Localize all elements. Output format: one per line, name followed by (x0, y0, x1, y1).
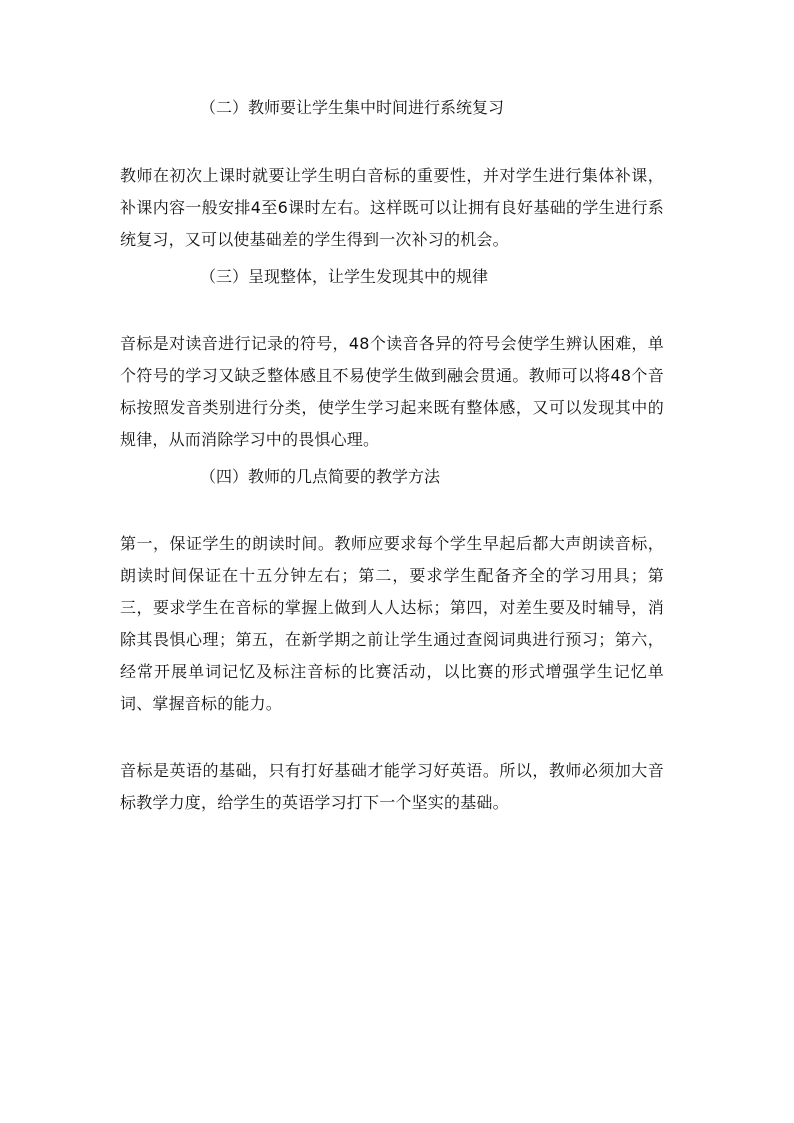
section-paragraph-2: 教师在初次上课时就要让学生明白音标的重要性，并对学生进行集体补课，补课内容一般安排4至6课时左右。这样既可以让拥有良好基础的学生进行系统复习，又可以使基础差的学生得到一次补习的机会。 (120, 166, 664, 249)
section-heading-3: （三）呈现整体，让学生发现其中的规律 (200, 267, 489, 286)
section-heading-4: （四）教师的几点简要的教学方法 (200, 467, 441, 486)
section-heading-2: （二）教师要让学生集中时间进行系统复习 (200, 98, 505, 117)
conclusion-paragraph: 音标是英语的基础，只有打好基础才能学习好英语。所以，教师必须加大音标教学力度，给学生的英语学习打下一个坚实的基础。 (120, 761, 664, 812)
section-paragraph-3: 音标是对读音进行记录的符号，48个读音各异的符号会使学生辨认困难，单个符号的学习又缺乏整体感且不易使学生做到融会贯通。教师可以将48个音标按照发音类别进行分类，使学生学习起来既有整体感，又可以发现其中的规律，从而消除学习中的畏惧心理。 (120, 334, 664, 449)
section-paragraph-4: 第一，保证学生的朗读时间。教师应要求每个学生早起后都大声朗读音标，朗读时间保证在十五分钟左右；第二，要求学生配备齐全的学习用具；第三，要求学生在音标的掌握上做到人人达标；第四，对差生要及时辅导，消除其畏惧心理；第五，在新学期之前让学生通过查阅词典进行预习；第六，经常开展单词记忆及标注音标的比赛活动，以比赛的形式增强学生记忆单词、掌握音标的能力。 (120, 534, 664, 713)
